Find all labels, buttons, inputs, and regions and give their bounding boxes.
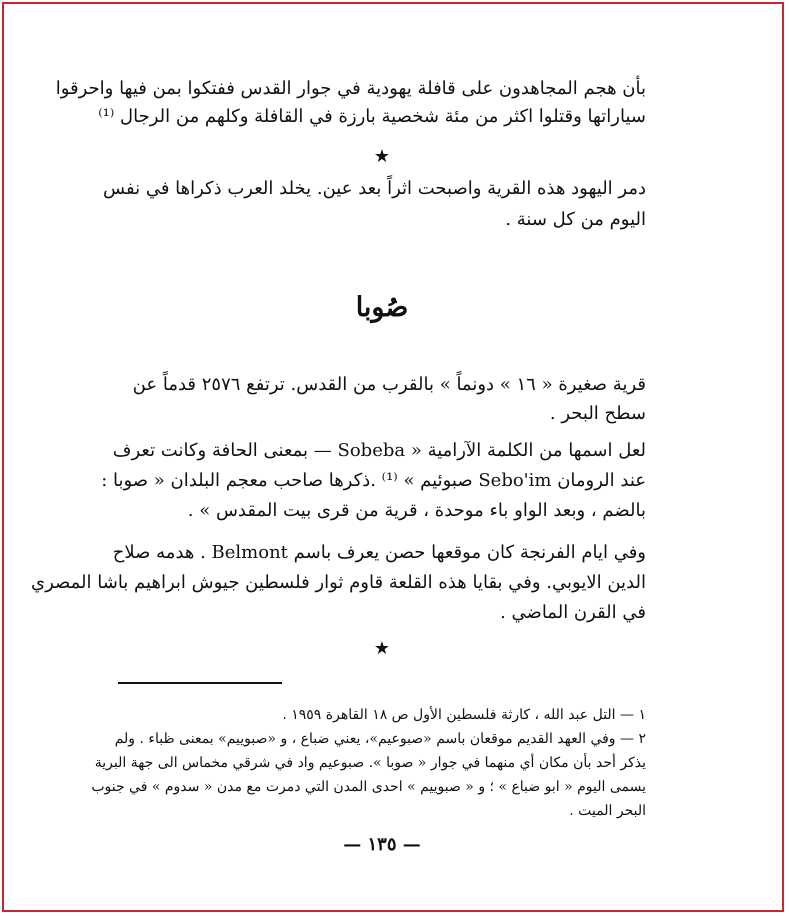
- paragraph-1-line-1: قرية صغيرة « ١٦ » دونماً » بالقرب من القدس. ترتفع ٢٥٧٦ قدماً عن: [132, 374, 646, 395]
- footnote-2-line-1: ٢ — وفي العهد القديم موقعان باسم «صبوعيم»، يعني ضباع ، و «صبوييم» بمعنى ظباء . ولم: [114, 731, 646, 747]
- book-page: [31, 0, 646, 916]
- section-title: صُوبا: [355, 292, 409, 323]
- paragraph-2-line-3: بالضم ، وبعد الواو باء موحدة ، قرية من قرى بيت المقدس » .: [187, 500, 646, 521]
- paragraph-3-line-3: في القرن الماضي .: [500, 602, 646, 623]
- page-number: — ١٣٥ —: [343, 834, 421, 855]
- destroyed-paragraph-line-1: دمر اليهود هذه القرية واصبحت اثراً بعد عين. يخلد العرب ذكراها في نفس: [103, 178, 646, 199]
- paragraph-1-line-2: سطح البحر .: [549, 403, 646, 424]
- footnote-2-line-2: يذكر أحد بأن مكان أي منهما في جوار « صوبا ». صبوعيم واد في شرقي مخماس الى جهة البرية: [94, 755, 646, 771]
- footnote-rule: [118, 682, 282, 684]
- paragraph-2-line-1: لعل اسمها من الكلمة الآرامية « Sobeba — بمعنى الحافة وكانت تعرف: [112, 440, 646, 461]
- destroyed-paragraph-line-2: اليوم من كل سنة .: [505, 209, 646, 230]
- paragraph-3-line-2: الدين الايوبي. وفي بقايا هذه القلعة قاوم ثوار فلسطين جيوش ابراهيم باشا المصري: [31, 572, 646, 593]
- end-star-icon: ★: [373, 638, 391, 659]
- divider-star-icon: ★: [373, 146, 391, 167]
- paragraph-3-line-1: وفي ايام الفرنجة كان موقعها حصن يعرف باسم Belmont . هدمه صلاح: [112, 542, 646, 563]
- paragraph-2-line-2: عند الرومان Sebo'im صبوئيم » ⁽¹⁾ .ذكرها صاحب معجم البلدان « صوبا :: [101, 470, 646, 491]
- top-paragraph-line-1: بأن هجم المجاهدون على قافلة يهودية في جوار القدس ففتكوا بمن فيها واحرقوا: [55, 78, 646, 99]
- footnote-2-line-3: يسمى اليوم « ابو ضباع » ؛ و « صبوييم » احدى المدن التي دمرت مع مدن « سدوم » في جنوب: [91, 779, 646, 795]
- top-paragraph-line-2: سياراتها وقتلوا اكثر من مئة شخصية بارزة في القافلة وكلهم من الرجال ⁽¹⁾: [98, 106, 646, 127]
- footnote-2-line-4: البحر الميت .: [569, 803, 646, 819]
- footnote-1: ١ — التل عبد الله ، كارثة فلسطين الأول ص ١٨ القاهرة ١٩٥٩ .: [282, 707, 646, 723]
